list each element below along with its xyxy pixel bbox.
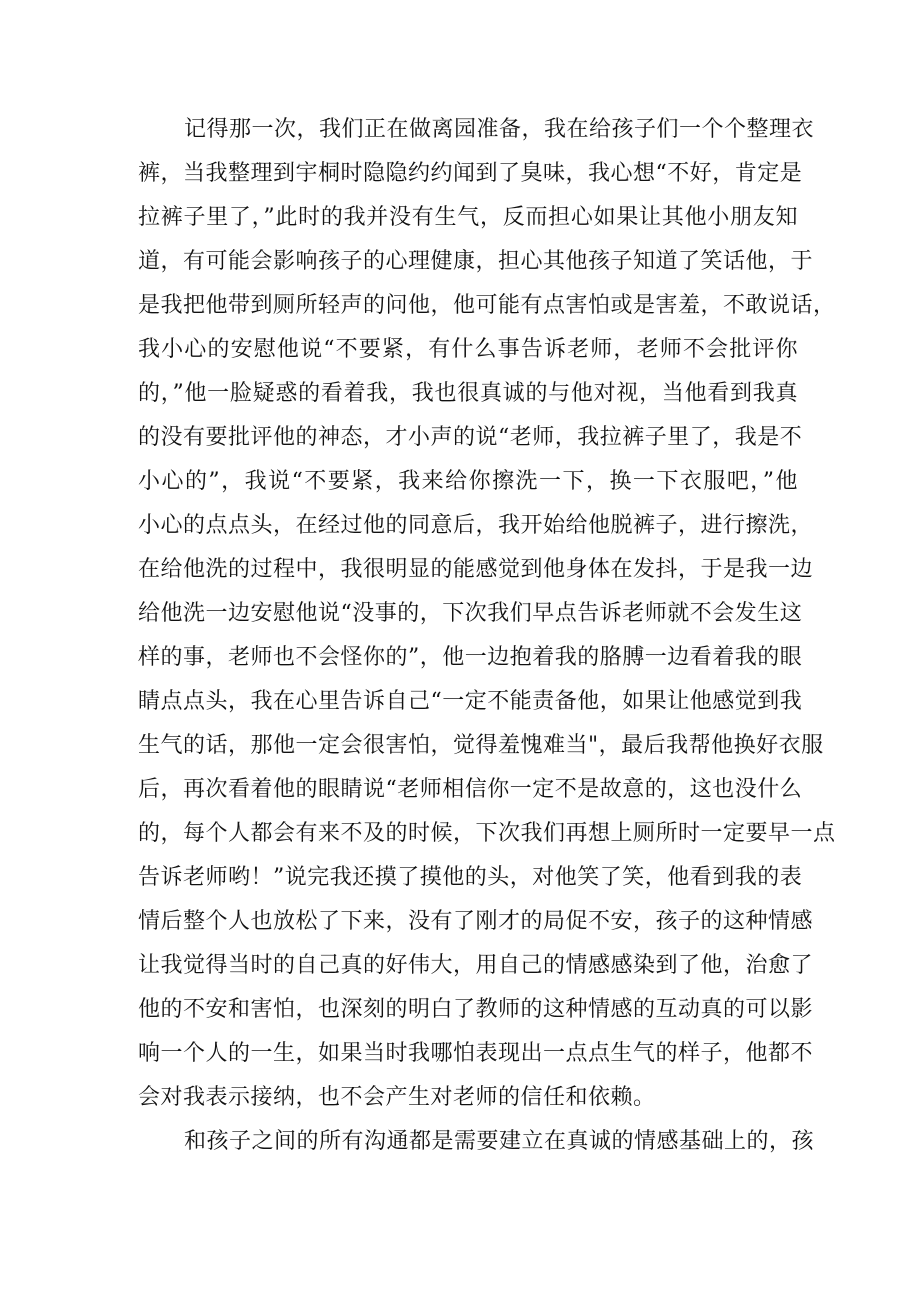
text-line: 小心的”，我说“不要紧，我来给你擦洗一下，换一下衣服吧，”他: [138, 469, 798, 494]
text-line: 和孩子之间的所有沟通都是需要建立在真诚的情感基础上的，孩: [184, 1129, 815, 1154]
text-line: 让我觉得当时的自己真的好伟大，用自己的情感感染到了他，治愈了: [138, 953, 814, 978]
text-line: 告诉老师哟！”说完我还摸了摸他的头，对他笑了笑，他看到我的表: [138, 865, 803, 890]
text-line: 小心的点点头，在经过他的同意后，我开始给他脱裤子，进行擦洗，: [138, 513, 814, 538]
text-line: 后，再次看着他的眼睛说“老师相信你一定不是故意的，这也没什么: [138, 777, 803, 802]
text-line: 给他洗一边安慰他说“没事的，下次我们早点告诉老师就不会发生这: [138, 601, 803, 626]
text-line: 的，”他一脸疑惑的看着我，我也很真诚的与他对视，当他看到我真: [138, 381, 798, 406]
text-line: 情后整个人也放松了下来，没有了刚才的局促不安，孩子的这种情感: [138, 909, 814, 934]
text-line: 响一个人的一生，如果当时我哪怕表现出一点点生气的样子，他都不: [138, 1041, 814, 1066]
text-line: 道，有可能会影响孩子的心理健康，担心其他孩子知道了笑话他，于: [138, 249, 814, 274]
text-line: 是我把他带到厕所轻声的问他，他可能有点害怕或是害羞，不敢说话，: [138, 293, 836, 318]
text-line: 生气的话，那他一定会很害怕，觉得羞愧难当"，最后我帮他换好衣服: [138, 733, 824, 758]
text-line: 的没有要批评他的神态，才小声的说“老师，我拉裤子里了，我是不: [138, 425, 803, 450]
text-line: 记得那一次，我们正在做离园准备，我在给孩子们一个个整理衣: [184, 117, 815, 142]
text-line: 在给他洗的过程中，我很明显的能感觉到他身体在发抖，于是我一边: [138, 557, 814, 582]
text-line: 睛点点头，我在心里告诉自己“一定不能责备他，如果让他感觉到我: [138, 689, 803, 714]
text-line: 样的事，老师也不会怪你的”，他一边抱着我的胳膊一边看着我的眼: [138, 645, 803, 670]
text-line: 他的不安和害怕，也深刻的明白了教师的这种情感的互动真的可以影: [138, 997, 814, 1022]
text-line: 会对我表示接纳，也不会产生对老师的信任和依赖。: [138, 1085, 656, 1110]
text-line: 的，每个人都会有来不及的时候，下次我们再想上厕所时一定要早一点: [138, 821, 836, 846]
text-line: 拉裤子里了，”此时的我并没有生气，反而担心如果让其他小朋友知: [138, 205, 798, 230]
text-line: 我小心的安慰他说“不要紧，有什么事告诉老师，老师不会批评你: [138, 337, 798, 362]
text-line: 裤，当我整理到宇桐时隐隐约约闻到了臭味，我心想“不好，肯定是: [138, 161, 803, 186]
